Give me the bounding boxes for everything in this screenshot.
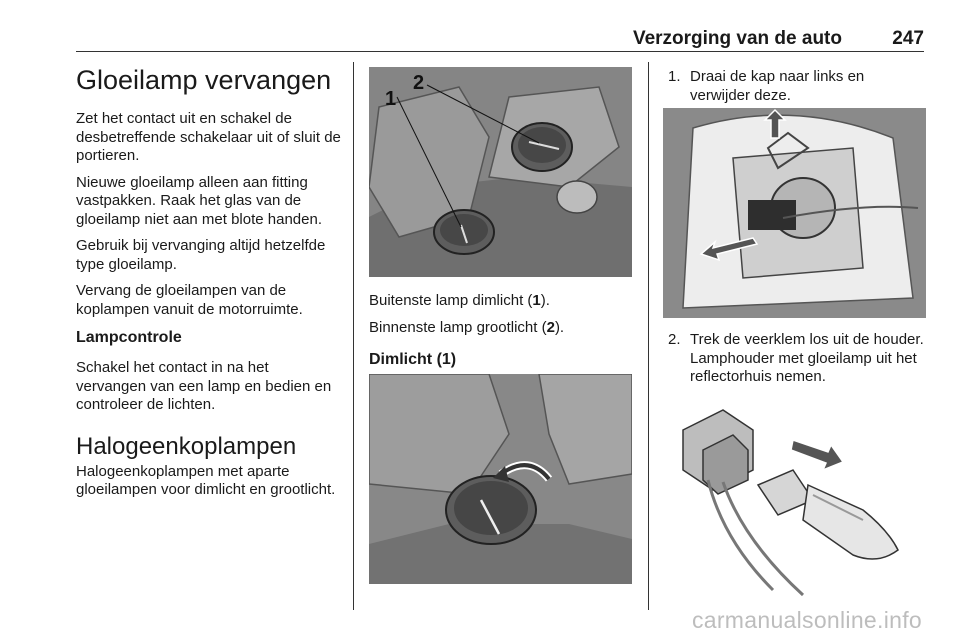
paragraph-same-type: Gebruik bij vervanging altijd hetzelfde type gloeilamp. [76,237,326,273]
paragraph-fitting: Nieuwe gloeilamp alleen aan fitting vastpakken. Raak het glas van de gloeilamp niet aan met blote handen. [76,173,323,228]
figure-engine-bay [369,67,632,277]
halogeen-text: Halogeenkoplampen met aparte gloeilampen voor dimlicht en grootlicht. [76,462,336,498]
figure-remove-cap [663,108,926,318]
dimlicht-cap-illustration [369,374,632,584]
callout-2: 2 [413,72,425,94]
bulb-illustration [663,390,926,600]
page-number: 247 [892,28,924,49]
lampcontrole-heading: Lampcontrole [76,329,182,346]
column-divider-left [353,62,354,610]
lampcontrole-text: Schakel het contact in na het vervangen van een lamp en bedien en controleer de lichten. [76,359,332,413]
page-title: Gloeilamp vervangen [76,65,332,95]
paragraph-motor-space: Vervang de gloeilampen van de koplampen vanuit de motorruimte. [76,282,303,318]
step-1: 1. Draai de kap naar links en verwijder deze. [668,68,865,104]
header-rule [76,51,924,52]
figure-dimlicht-cap [369,374,632,584]
halogeen-heading: Halogeenkoplampen [76,432,297,460]
callout-1: 1 [385,88,397,110]
caption-outer-lamp: Buitenste lamp dimlicht (1). [369,292,550,309]
dimlicht-heading: Dimlicht (1) [369,351,457,368]
left-column [76,64,342,508]
middle-text [369,292,637,381]
paragraph-contact: Zet het contact uit en schakel de desbetreffende schakelaar uit of sluit de portieren. [76,110,341,164]
header-section-title: Verzorging van de auto [632,28,842,49]
step-2: 2. Trek de veerklem los uit de houder. Lamphouder met gloeilamp uit het reflectorhuis nemen. [668,331,924,385]
engine-bay-illustration [369,67,632,277]
caption-inner-lamp: Binnenste lamp grootlicht (2). [369,318,565,336]
watermark: carmanualsonline.info [691,607,922,633]
column-divider-right [648,62,649,610]
remove-cap-illustration [663,108,926,318]
right-column-mid [668,331,928,387]
right-column-top [668,68,928,105]
figure-bulb [663,390,926,600]
